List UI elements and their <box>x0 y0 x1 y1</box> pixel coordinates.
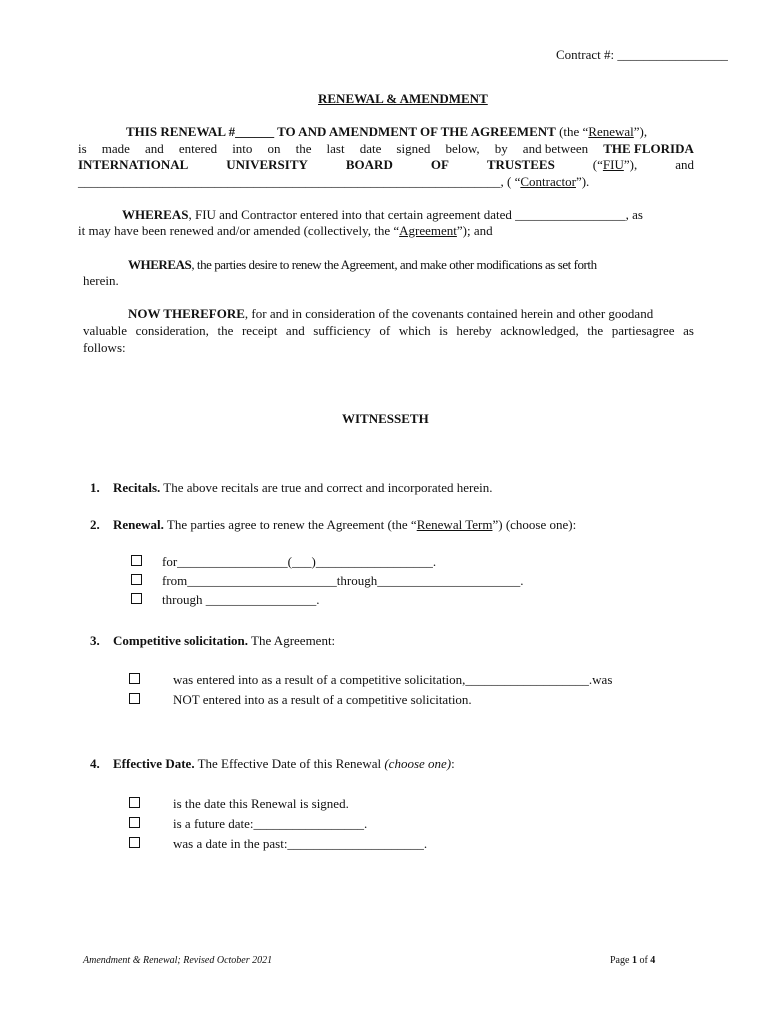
justified-word: UNIVERSITY <box>226 157 308 172</box>
justified-word: BOARD <box>345 157 393 172</box>
footer-revision-note: Amendment & Renewal; Revised October 2021 <box>83 955 273 966</box>
solicitation-option-2-label: NOT entered into as a result of a competitive solicitation. <box>173 692 472 707</box>
document-title: RENEWAL & AMENDMENT <box>318 91 488 106</box>
witnesseth-heading: WITNESSETH <box>342 411 429 426</box>
fiu-defined-term <box>593 157 637 173</box>
effective-date-option-1-checkbox[interactable] <box>129 797 140 808</box>
contractor-name-blank: _________________________________________________________________ <box>78 174 501 189</box>
justified-word: and <box>285 323 305 338</box>
justified-word: valuable <box>83 323 128 338</box>
page-label: Page <box>610 955 632 966</box>
renewal-option-1-checkbox[interactable] <box>131 555 142 566</box>
justified-word: by <box>494 141 508 156</box>
section-number: 1. <box>90 480 100 495</box>
section-3 <box>90 633 335 649</box>
justified-word: the <box>217 323 234 338</box>
renewal-option-1-label: for_________________(___)__________________. <box>162 554 437 569</box>
intro-text: (“ <box>592 157 603 172</box>
effective-date-option-3-label: was a date in the past:_____________________. <box>173 836 428 851</box>
section-text: The Effective Date of this Renewal <box>194 756 385 771</box>
solicitation-option-2-checkbox[interactable] <box>129 693 140 704</box>
justified-word: is <box>439 323 448 338</box>
choose-one-note: (choose one) <box>384 756 452 771</box>
justified-word: as <box>683 323 694 338</box>
whereas-text: ”); and <box>456 223 493 238</box>
now-therefore-heading: NOW THEREFORE <box>128 306 245 321</box>
renewal-term-defined: Renewal Term <box>416 517 493 532</box>
justified-word: TRUSTEES <box>486 157 555 172</box>
footer-page-number <box>610 955 655 966</box>
intro-line-1 <box>126 124 647 140</box>
justified-word: hereby <box>456 323 492 338</box>
justified-word: the <box>295 141 312 156</box>
section-heading: Renewal. <box>113 517 164 532</box>
current-page: 1 <box>631 955 637 966</box>
total-pages: 4 <box>650 955 656 966</box>
justified-word: made <box>101 141 130 156</box>
effective-date-option-2-label: is a future date:_________________. <box>173 816 368 831</box>
section-text: The parties agree to renew the Agreement (the “ <box>163 517 417 532</box>
effective-date-option-2-checkbox[interactable] <box>129 817 140 828</box>
justified-word: last <box>326 141 345 156</box>
renewal-option-2-checkbox[interactable] <box>131 574 142 585</box>
now-therefore-text: , for and in consideration of the covenants contained herein and other goodand <box>244 306 654 321</box>
solicitation-option-1-checkbox[interactable] <box>129 673 140 684</box>
justified-word: signed <box>396 141 431 156</box>
intro-text: , ( “ <box>500 174 521 189</box>
justified-word: and <box>144 141 164 156</box>
fiu-term: FIU <box>602 157 624 172</box>
justified-word: consideration, <box>135 323 209 338</box>
section-4 <box>90 756 455 772</box>
whereas-2-line-2: herein. <box>83 273 119 288</box>
whereas-text: , the parties desire to renew the Agreement, and make other modifications as set forth <box>191 257 597 272</box>
contractor-defined-term: Contractor <box>520 174 576 189</box>
whereas-text: it may have been renewed and/or amended (collectively, the “ <box>78 223 400 238</box>
section-text: : <box>451 756 455 771</box>
section-text: ”) (choose one): <box>492 517 577 532</box>
page-of-label: of <box>636 955 651 966</box>
intro-text: ”). <box>575 174 590 189</box>
justified-word: and <box>675 157 694 172</box>
whereas-text: , FIU and Contractor entered into that certain agreement dated _________________, as <box>188 207 643 222</box>
intro-renewal-heading: THIS RENEWAL #______ TO AND AMENDMENT OF THE AGREEMENT <box>126 124 556 139</box>
intro-text: ”), <box>633 124 648 139</box>
agreement-defined-term: Agreement <box>399 223 457 238</box>
intro-line-4 <box>78 174 589 190</box>
justified-word: which <box>398 323 431 338</box>
section-text: The above recitals are true and correct and incorporated herein. <box>160 480 493 495</box>
justified-word: is <box>78 141 87 156</box>
justified-word: and between <box>522 141 589 156</box>
section-number: 2. <box>90 517 100 532</box>
justified-word: OF <box>430 157 449 172</box>
intro-text: ”), <box>623 157 638 172</box>
justified-word: into <box>232 141 253 156</box>
now-therefore-line-3: follows: <box>83 340 126 355</box>
renewal-option-3-checkbox[interactable] <box>131 593 142 604</box>
justified-word: acknowledged, <box>500 323 579 338</box>
intro-line-2 <box>78 141 694 157</box>
justified-word: entered <box>178 141 218 156</box>
justified-word: INTERNATIONAL <box>78 157 189 172</box>
section-2 <box>90 517 576 533</box>
justified-word: of <box>379 323 391 338</box>
effective-date-option-3-checkbox[interactable] <box>129 837 140 848</box>
section-1 <box>90 480 492 496</box>
effective-date-option-1-label: is the date this Renewal is signed. <box>173 796 349 811</box>
justified-word: receipt <box>241 323 278 338</box>
renewal-defined-term: Renewal <box>588 124 634 139</box>
whereas-heading: WHEREAS <box>128 257 192 272</box>
whereas-1-line-1 <box>122 207 643 223</box>
whereas-1-line-2 <box>78 223 493 239</box>
section-heading: Recitals. <box>113 480 161 495</box>
intro-text: (the “ <box>555 124 589 139</box>
solicitation-option-1-label: was entered into as a result of a competitive solicitation,___________________.was <box>173 672 613 687</box>
section-text: The Agreement: <box>248 633 336 648</box>
justified-word: date <box>359 141 382 156</box>
section-number: 4. <box>90 756 100 771</box>
now-therefore-line-2 <box>83 323 694 339</box>
justified-word: the <box>587 323 604 338</box>
fiu-name-start: THE FLORIDA <box>603 141 694 156</box>
section-heading: Competitive solicitation. <box>113 633 249 648</box>
justified-word: on <box>267 141 281 156</box>
intro-line-3 <box>78 157 694 173</box>
justified-word: below, <box>445 141 480 156</box>
justified-word: sufficiency <box>313 323 371 338</box>
section-heading: Effective Date. <box>113 756 195 771</box>
renewal-option-2-label: from_______________________through______________________. <box>162 573 524 588</box>
whereas-2-line-1 <box>128 257 597 273</box>
contract-number-field: Contract #: _________________ <box>556 47 728 62</box>
justified-word: partiesagree <box>611 323 675 338</box>
renewal-option-3-label: through _________________. <box>162 592 320 607</box>
section-number: 3. <box>90 633 100 648</box>
now-therefore-line-1 <box>128 306 653 322</box>
whereas-heading: WHEREAS <box>122 207 189 222</box>
